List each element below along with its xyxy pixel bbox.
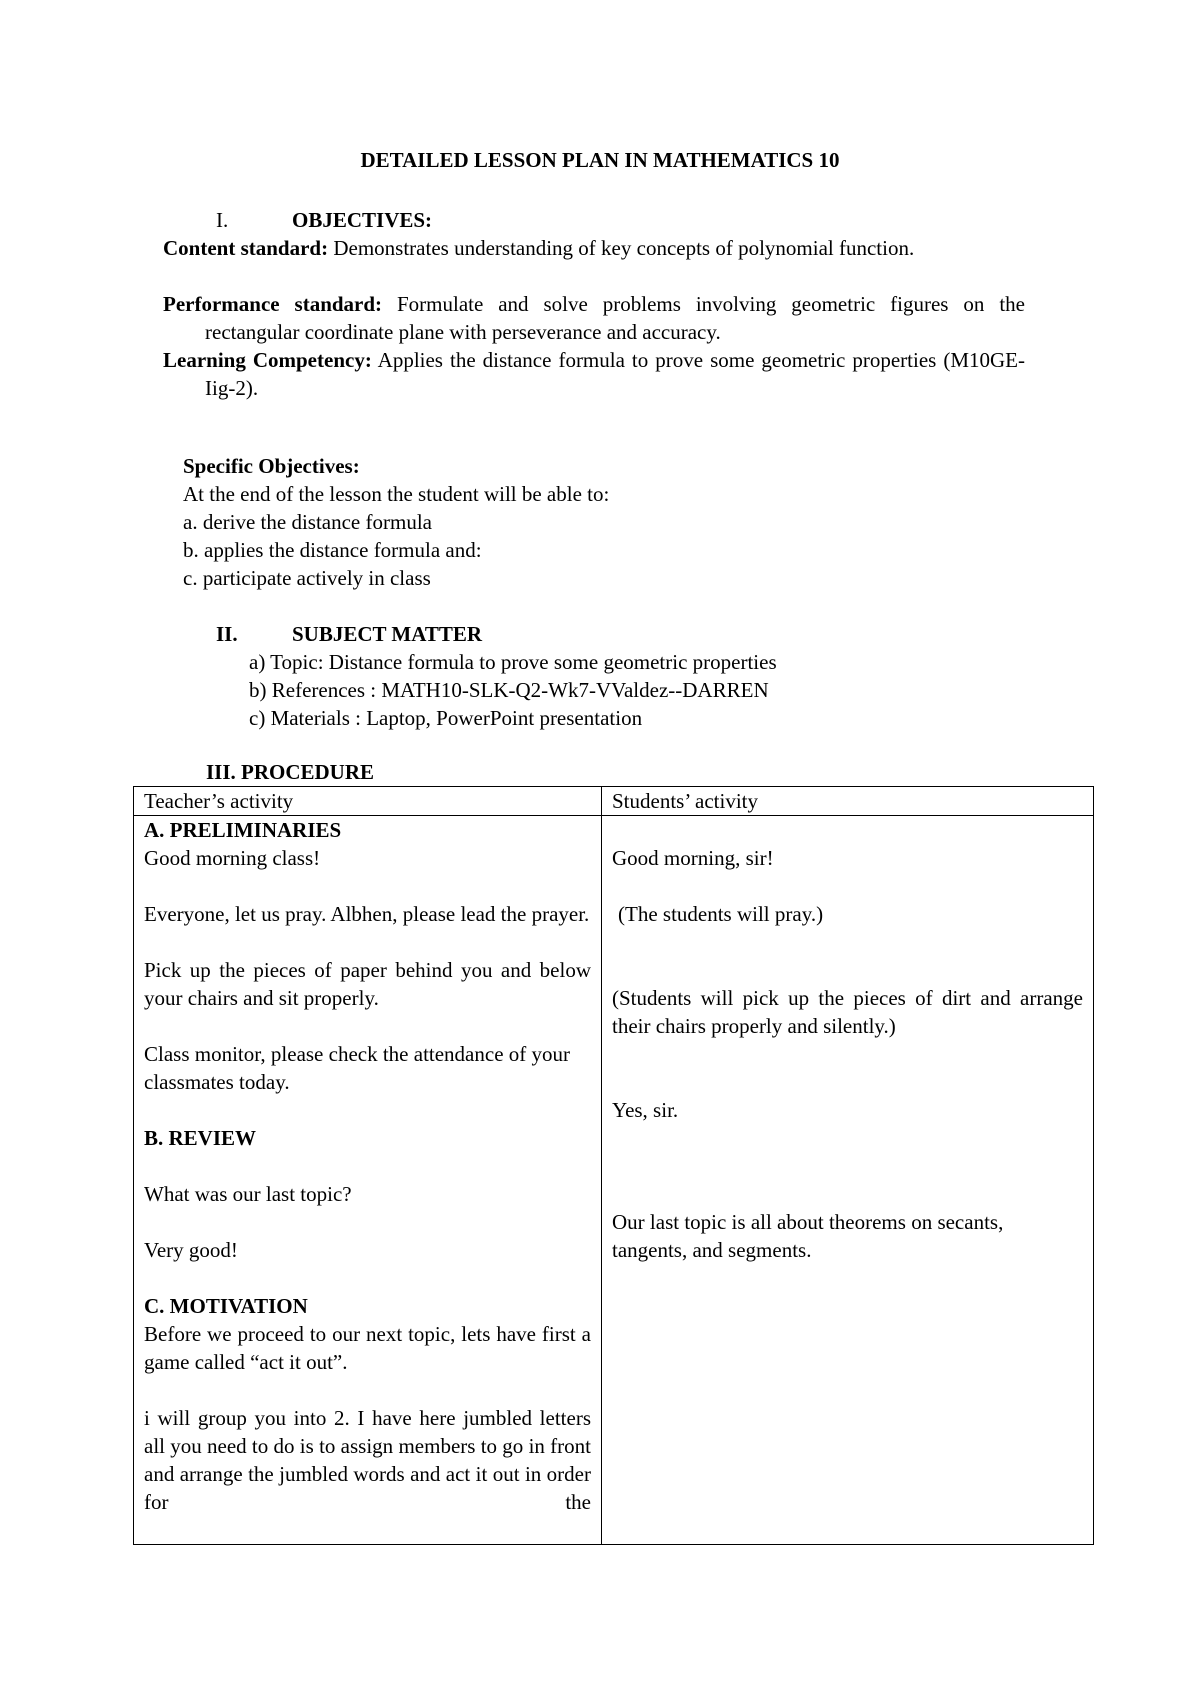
performance-standard-label: Performance standard: bbox=[163, 292, 383, 316]
teacher-grouping: i will group you into 2. I have here jumbled letters all you need to do is to assign members to go in front and arrange the jumbled words and act it out in order for the bbox=[144, 1406, 591, 1514]
students-last-topic-answer: Our last topic is all about theorems on secants, tangents, and segments. bbox=[612, 1210, 1004, 1262]
teacher-greeting: Good morning class! bbox=[144, 846, 321, 870]
table-header-row bbox=[134, 787, 1094, 816]
learning-competency-text: Applies the distance formula to prove some geometric properties (M10GE-Iig-2). bbox=[205, 348, 1025, 400]
content-standard bbox=[163, 234, 1025, 262]
teacher-very-good: Very good! bbox=[144, 1238, 238, 1262]
teacher-attendance: Class monitor, please check the attendance of your classmates today. bbox=[144, 1042, 571, 1094]
teacher-pickup: Pick up the pieces of paper behind you and below your chairs and sit properly. bbox=[144, 958, 591, 1010]
document-title: DETAILED LESSON PLAN IN MATHEMATICS 10 bbox=[360, 148, 840, 172]
subject-matter-item: b) References : MATH10-SLK-Q2-Wk7-VValdez--DARREN bbox=[249, 678, 769, 702]
procedure-table bbox=[133, 786, 1094, 1545]
section-heading-procedure: III. PROCEDURE bbox=[206, 760, 375, 784]
teacher-motivation-intro: Before we proceed to our next topic, lets have first a game called “act it out”. bbox=[144, 1322, 591, 1374]
section-numeral-subject-matter: II. bbox=[216, 622, 238, 646]
specific-objectives-intro: At the end of the lesson the student will be able to: bbox=[183, 482, 610, 506]
performance-standard bbox=[163, 290, 1025, 346]
students-greeting: Good morning, sir! bbox=[612, 846, 774, 870]
specific-objective-item: b. applies the distance formula and: bbox=[183, 538, 482, 562]
preliminaries-heading: A. PRELIMINARIES bbox=[144, 818, 342, 842]
students-attendance: Yes, sir. bbox=[612, 1098, 679, 1122]
teacher-pray: Everyone, let us pray. Albhen, please lead the prayer. bbox=[144, 902, 590, 926]
teacher-activity-cell bbox=[134, 816, 602, 1545]
section-heading-subject-matter: SUBJECT MATTER bbox=[292, 622, 483, 646]
learning-competency bbox=[163, 346, 1025, 402]
students-pray: (The students will pray.) bbox=[618, 902, 824, 926]
specific-objective-item: a. derive the distance formula bbox=[183, 510, 432, 534]
table-row bbox=[134, 816, 1094, 1545]
section-heading-objectives: OBJECTIVES: bbox=[292, 208, 433, 232]
learning-competency-label: Learning Competency: bbox=[163, 348, 372, 372]
content-standard-label: Content standard: bbox=[163, 236, 329, 260]
performance-standard-text: Formulate and solve problems involving geometric figures on the rectangular coordinate plane with perseverance and accuracy. bbox=[205, 292, 1025, 344]
review-heading: B. REVIEW bbox=[144, 1126, 257, 1150]
column-header-teacher: Teacher’s activity bbox=[134, 787, 602, 816]
subject-matter-item: c) Materials : Laptop, PowerPoint presentation bbox=[249, 706, 643, 730]
specific-objectives-heading: Specific Objectives: bbox=[183, 454, 360, 478]
subject-matter-item: a) Topic: Distance formula to prove some geometric properties bbox=[249, 650, 777, 674]
students-activity-cell bbox=[602, 816, 1094, 1545]
specific-objective-item: c. participate actively in class bbox=[183, 566, 431, 590]
motivation-heading: C. MOTIVATION bbox=[144, 1294, 308, 1318]
teacher-last-topic-question: What was our last topic? bbox=[144, 1182, 352, 1206]
section-numeral-objectives: I. bbox=[216, 208, 229, 232]
content-standard-text: Demonstrates understanding of key concepts of polynomial function. bbox=[333, 236, 915, 260]
students-pickup: (Students will pick up the pieces of dirt and arrange their chairs properly and silently.) bbox=[612, 986, 1083, 1038]
column-header-students: Students’ activity bbox=[602, 787, 1094, 816]
